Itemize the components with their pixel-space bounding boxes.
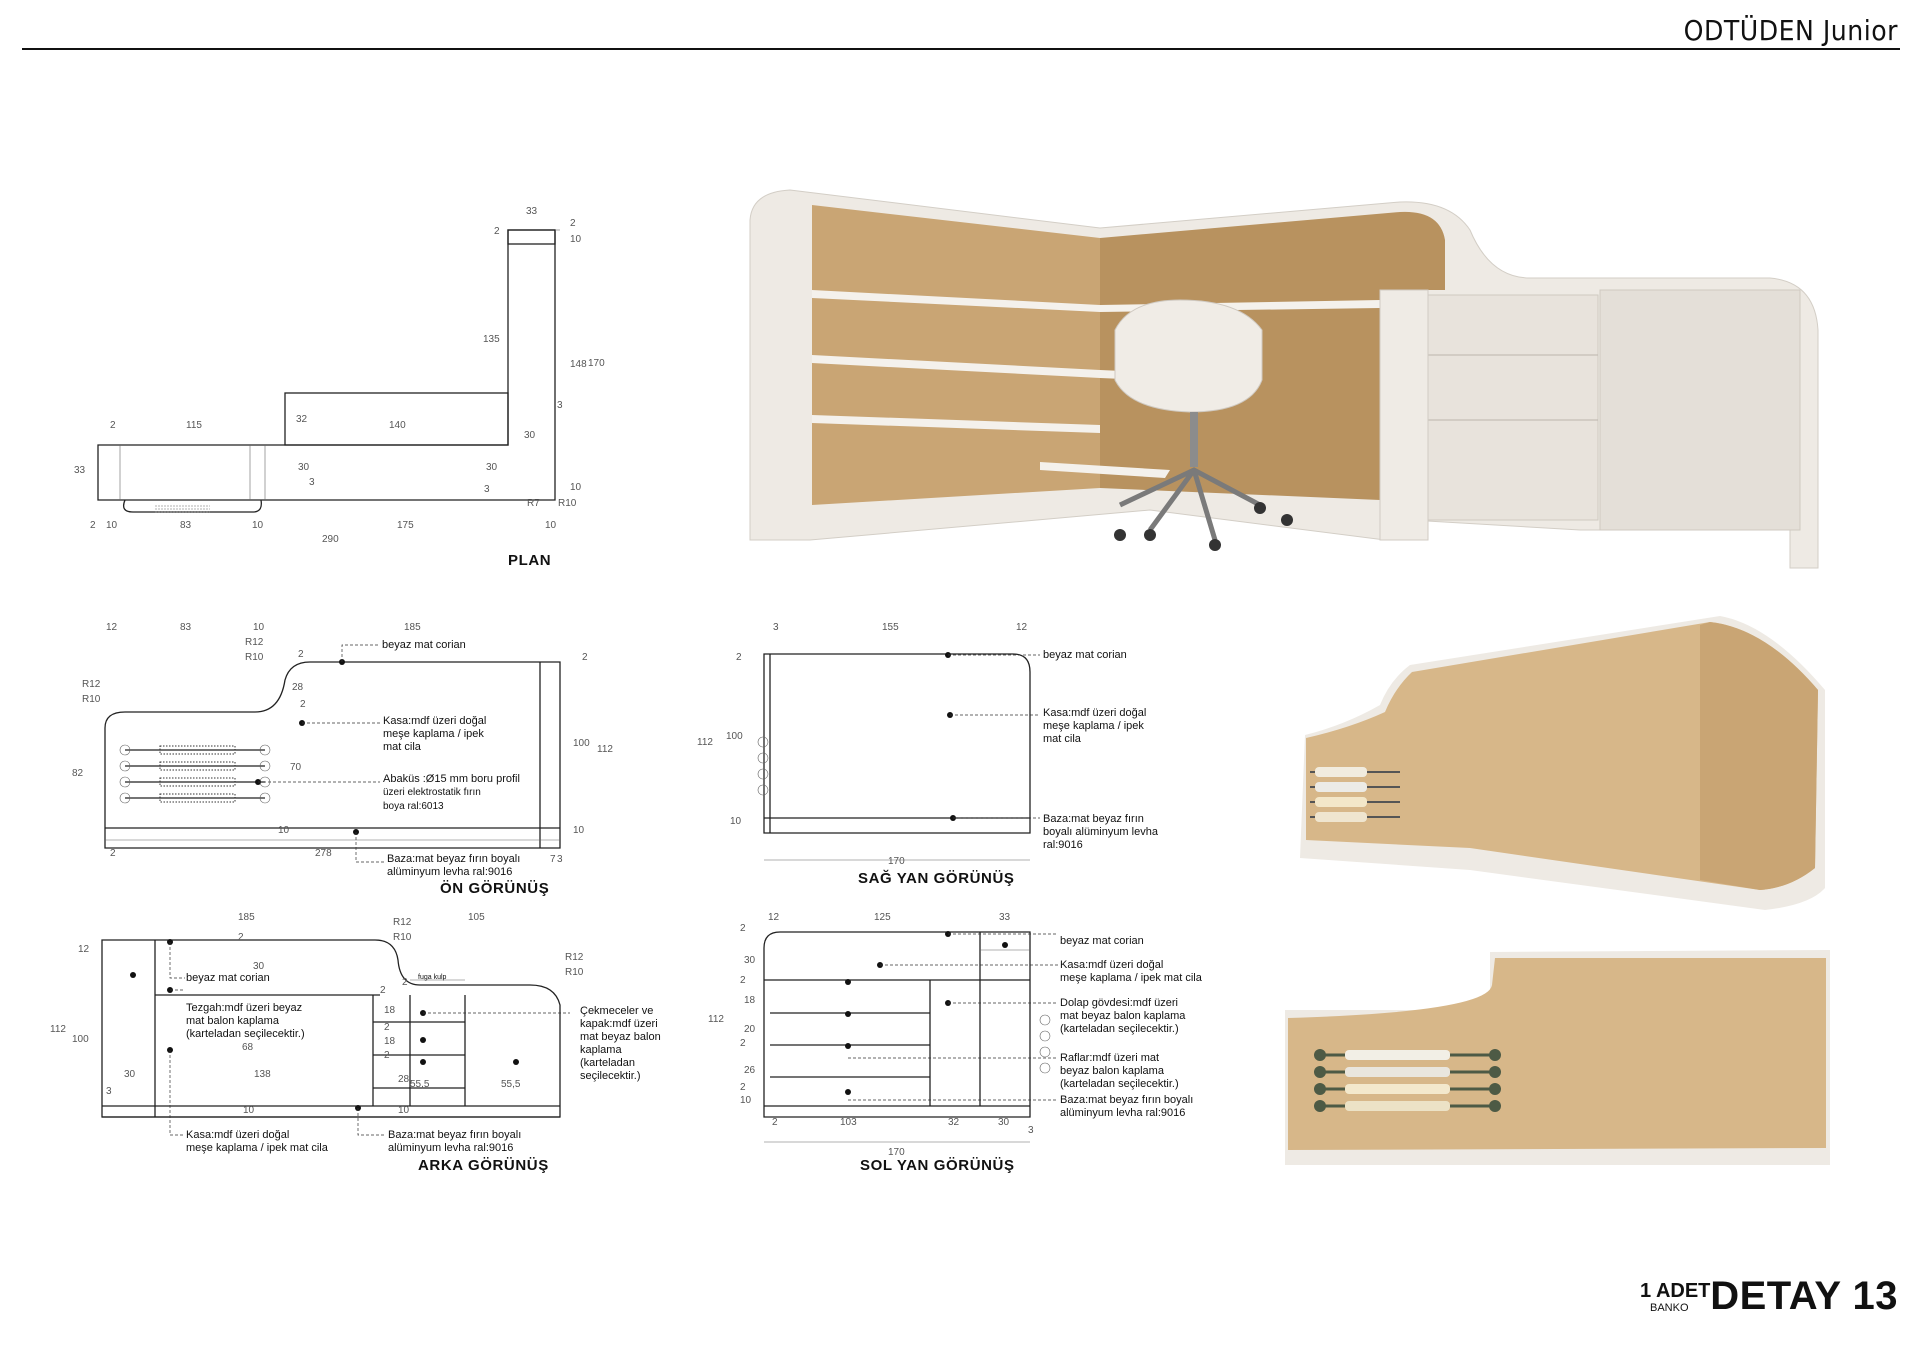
left-dim: 125 (874, 912, 891, 923)
back-dim: 10 (398, 1105, 410, 1116)
left-view-drawing (764, 931, 1058, 1142)
right-dim: 170 (888, 856, 905, 867)
left-dim: 32 (948, 1117, 960, 1128)
back-note-baza: alüminyum levha ral:9016 (388, 1142, 514, 1154)
back-note-cekmece: kaplama (580, 1044, 622, 1056)
left-dims (708, 912, 1034, 1158)
back-note-kasa: meşe kaplama / ipek mat cila (186, 1142, 328, 1154)
front-dim: 112 (597, 744, 613, 755)
back-dim: R10 (565, 967, 584, 978)
back-dim: 105 (468, 912, 485, 923)
plan-dim: 140 (389, 420, 406, 431)
front-note-kasa: Kasa:mdf üzeri doğal (383, 715, 487, 727)
front-dim: 2 (300, 699, 306, 710)
plan-dim: 2 (110, 420, 116, 431)
back-dims (50, 912, 584, 1116)
back-note-kasa: Kasa:mdf üzeri doğal (186, 1129, 290, 1141)
left-dim: 170 (888, 1147, 905, 1158)
render-counter-curved (1300, 616, 1825, 910)
plan-dim: 10 (252, 520, 264, 531)
back-dim: 112 (50, 1024, 66, 1035)
left-title: SOL YAN GÖRÜNÜŞ (860, 1157, 1015, 1174)
plan-dim: 30 (298, 462, 310, 473)
plan-dim: 148 (570, 359, 587, 370)
back-dim: 55,5 (410, 1079, 430, 1090)
plan-dim: 33 (74, 465, 86, 476)
back-note-cekmece: mat beyaz balon (580, 1031, 661, 1043)
left-note-raflar: beyaz balon kaplama (1060, 1065, 1164, 1077)
left-note-dolap: (karteladan seçilecektir.) (1060, 1023, 1179, 1035)
right-view-drawing (758, 652, 1040, 860)
front-dim: 10 (253, 622, 265, 633)
back-dim: 30 (124, 1069, 136, 1080)
front-note-abakus: boya ral:6013 (383, 801, 444, 812)
front-dim: 12 (106, 622, 118, 633)
plan-back-block (285, 393, 508, 445)
left-note-kasa: meşe kaplama / ipek mat cila (1060, 972, 1202, 984)
right-dim: 12 (1016, 622, 1028, 633)
left-note-baza: Baza:mat beyaz fırın boyalı (1060, 1094, 1194, 1106)
plan-dim: 135 (483, 334, 500, 345)
plan-dim: 170 (588, 358, 605, 369)
left-dim: 2 (772, 1117, 778, 1128)
back-note-cekmece: seçilecektir.) (580, 1070, 641, 1082)
plan-dim: 10 (545, 520, 557, 531)
back-dim: 30 (253, 961, 265, 972)
right-title: SAĞ YAN GÖRÜNÜŞ (858, 870, 1015, 887)
right-note-kasa: meşe kaplama / ipek (1043, 720, 1144, 732)
left-notes (1060, 935, 1203, 1119)
front-note-kasa: meşe kaplama / ipek (383, 728, 484, 740)
plan-dim: 10 (570, 234, 582, 245)
back-note-baza: Baza:mat beyaz fırın boyalı (388, 1129, 522, 1141)
front-title: ÖN GÖRÜNÜŞ (440, 880, 550, 897)
plan-dim: 2 (90, 520, 96, 531)
back-dim: R12 (393, 917, 412, 928)
left-note-baza: alüminyum levha ral:9016 (1060, 1107, 1186, 1119)
left-dim: 112 (708, 1014, 724, 1025)
front-dim: 2 (582, 652, 588, 663)
front-dim: 10 (278, 825, 290, 836)
front-dim: R12 (245, 637, 264, 648)
plan-dim: 3 (557, 400, 563, 411)
back-dim: 2 (384, 1022, 390, 1033)
back-dim: 28 (398, 1074, 410, 1085)
back-note-cekmece: (karteladan (580, 1057, 636, 1069)
plan-top-cap (508, 230, 555, 244)
left-dim: 2 (740, 923, 746, 934)
plan-dim: R10 (558, 498, 577, 509)
left-note-dolap: mat beyaz balon kaplama (1060, 1010, 1186, 1022)
plan-dim: R7 (527, 498, 540, 509)
left-dim: 3 (1028, 1125, 1034, 1136)
left-dim: 30 (998, 1117, 1010, 1128)
back-dim: 100 (72, 1034, 89, 1045)
front-abacus (120, 745, 270, 803)
back-note-top: beyaz mat corian (186, 972, 270, 984)
front-dim: 82 (72, 768, 84, 779)
plan-dims (74, 206, 605, 545)
front-dim: 2 (110, 848, 116, 859)
front-note-baza: alüminyum levha ral:9016 (387, 866, 513, 878)
back-dim: 12 (78, 944, 90, 955)
front-dim: 10 (573, 825, 585, 836)
back-view-drawing (102, 939, 570, 1135)
right-dim: 10 (730, 816, 742, 827)
front-note-abakus: üzeri elektrostatik fırın (383, 787, 481, 798)
back-dim: 18 (384, 1036, 396, 1047)
front-dim: 28 (292, 682, 304, 693)
plan-dim: 115 (186, 420, 202, 431)
footer-sub: BANKO (1650, 1302, 1689, 1314)
back-dim: 2 (380, 985, 386, 996)
right-note-baza: boyalı alüminyum levha (1043, 826, 1158, 838)
right-dims (697, 622, 1028, 867)
front-dim: 278 (315, 848, 332, 859)
front-dim: R10 (245, 652, 264, 663)
plan-dim: 30 (486, 462, 498, 473)
left-note-raflar: Raflar:mdf üzeri mat (1060, 1052, 1160, 1064)
back-dim: R10 (393, 932, 412, 943)
back-dim: 2 (402, 977, 408, 988)
right-note-top: beyaz mat corian (1043, 649, 1127, 661)
right-dim: 3 (773, 622, 779, 633)
plan-dim: 83 (180, 520, 192, 531)
back-dim: 185 (238, 912, 255, 923)
front-dim: 70 (290, 762, 302, 773)
back-dim: 138 (254, 1069, 271, 1080)
right-dim: 112 (697, 737, 713, 748)
back-title: ARKA GÖRÜNÜŞ (418, 1157, 549, 1174)
back-note-tezgah: Tezgah:mdf üzeri beyaz (186, 1002, 303, 1014)
left-dim: 26 (744, 1065, 756, 1076)
left-dim: 33 (999, 912, 1011, 923)
plan-dim: 3 (484, 484, 490, 495)
back-dim: 10 (243, 1105, 255, 1116)
render-counter-flat (1285, 950, 1830, 1165)
plan-outline (98, 230, 555, 500)
left-dim: 18 (744, 995, 756, 1006)
back-dim: 18 (384, 1005, 396, 1016)
back-dim: 3 (106, 1086, 112, 1097)
back-note-cekmece: Çekmeceler ve (580, 1005, 654, 1017)
plan-dim: 10 (106, 520, 118, 531)
front-dim: R12 (82, 679, 101, 690)
right-dim: 100 (726, 731, 743, 742)
front-dim: 83 (180, 622, 192, 633)
back-dim: R12 (565, 952, 584, 963)
front-dim: 185 (404, 622, 421, 633)
plan-dim: 2 (570, 218, 576, 229)
back-dim: 68 (242, 1042, 254, 1053)
plan-dim: 10 (570, 482, 582, 493)
left-dim: 12 (768, 912, 780, 923)
front-note-abakus: Abaküs :Ø15 mm boru profil (383, 773, 520, 785)
plan-dim: 3 (309, 477, 315, 488)
front-dim: R10 (82, 694, 101, 705)
plan-dim: 30 (524, 430, 536, 441)
left-dim: 2 (740, 1082, 746, 1093)
right-note-kasa: Kasa:mdf üzeri doğal (1043, 707, 1147, 719)
back-dim: 2 (384, 1050, 390, 1061)
back-dim: 2 (238, 932, 244, 943)
render-corner-desk (750, 190, 1818, 568)
plan-title: PLAN (508, 552, 552, 569)
front-view-drawing (105, 645, 560, 862)
left-dim: 20 (744, 1024, 756, 1035)
plan-dim: 2 (494, 226, 500, 237)
back-dim: 55,5 (501, 1079, 521, 1090)
left-dim: 103 (840, 1117, 857, 1128)
back-note-fuga: fuga kulp (418, 974, 447, 981)
right-note-kasa: mat cila (1043, 733, 1081, 745)
left-dim: 2 (740, 975, 746, 986)
brand-title: ODTÜDEN Junior (1683, 14, 1898, 47)
plan-dim: 290 (322, 534, 339, 545)
front-dim: 7 (550, 854, 556, 865)
right-note-baza: Baza:mat beyaz fırın (1043, 813, 1144, 825)
back-note-tezgah: (karteladan seçilecektir.) (186, 1028, 305, 1040)
left-note-raflar: (karteladan seçilecektir.) (1060, 1078, 1179, 1090)
front-notes (382, 639, 520, 878)
front-dim: 100 (573, 738, 590, 749)
left-dim: 10 (740, 1095, 752, 1106)
left-note-kasa: Kasa:mdf üzeri doğal (1060, 959, 1164, 971)
back-note-cekmece: kapak:mdf üzeri (580, 1018, 658, 1030)
left-note-dolap: Dolap gövdesi:mdf üzeri (1060, 997, 1179, 1009)
right-dim: 2 (736, 652, 742, 663)
footer-count: 1 ADET (1640, 1280, 1711, 1302)
footer-detail: DETAY 13 (1710, 1274, 1898, 1318)
left-dim: 30 (744, 955, 756, 966)
front-note-baza: Baza:mat beyaz fırın boyalı (387, 853, 521, 865)
front-note-top: beyaz mat corian (382, 639, 466, 651)
back-note-tezgah: mat balon kaplama (186, 1015, 279, 1027)
plan-dim: 175 (397, 520, 414, 531)
right-dim: 155 (882, 622, 899, 633)
left-dim: 2 (740, 1038, 746, 1049)
left-note-top: beyaz mat corian (1060, 935, 1144, 947)
right-note-baza: ral:9016 (1043, 839, 1083, 851)
front-note-kasa: mat cila (383, 741, 421, 753)
plan-dim: 32 (296, 414, 308, 425)
front-dim: 3 (557, 854, 563, 865)
right-notes (1043, 649, 1159, 851)
plan-dim: 33 (526, 206, 538, 217)
front-dim: 2 (298, 649, 304, 660)
